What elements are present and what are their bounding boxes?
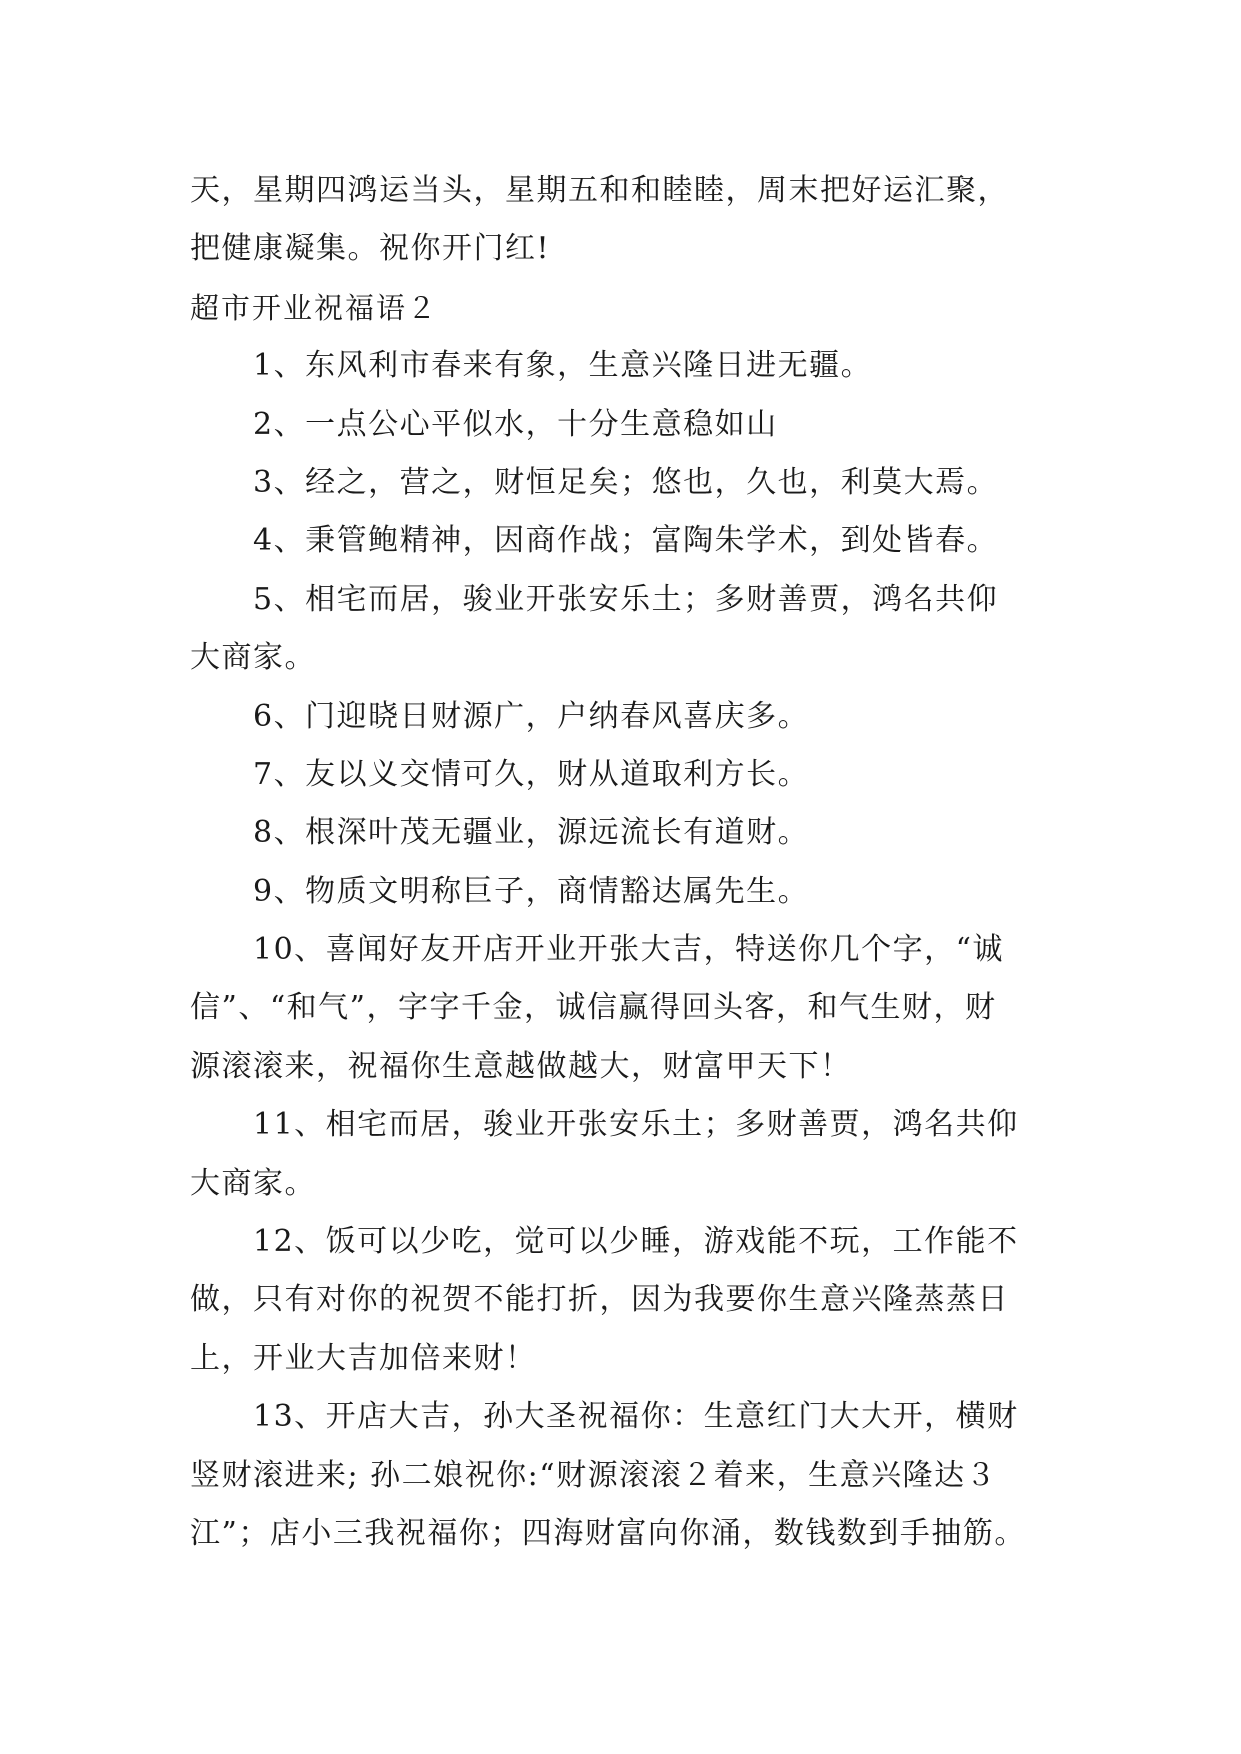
item-line: 5、相宅而居，骏业开张安乐土；多财善贾，鸿名共仰: [253, 581, 999, 617]
list-item: [190, 396, 1070, 454]
section-title: 超市开业祝福语２: [190, 290, 439, 325]
item-line: 大商家。: [190, 1165, 316, 1201]
list-item: [190, 512, 1070, 570]
list-item: [190, 804, 1070, 862]
item-line: 13、开店大吉，孙大圣祝福你：生意红门大大开，横财: [253, 1399, 1019, 1435]
item-line: 10、喜闻好友开店开业开张大吉，特送你几个字，“诚: [253, 932, 1005, 968]
item-line: 6、门迎晓日财源广，户纳春风喜庆多。: [253, 698, 810, 734]
list-item: [190, 921, 1070, 1096]
item-line: 2、一点公心平似水，十分生意稳如山: [253, 406, 778, 442]
item-line: 4、秉管鲍精神，因商作战；富陶朱学术，到处皆春。: [253, 523, 999, 559]
list-item: [190, 571, 1070, 688]
item-line: 竖财滚进来; 孙二娘祝你:“财源滚滚２着来，生意兴隆达３: [190, 1457, 998, 1493]
list-item: [190, 688, 1070, 746]
item-line: 做，只有对你的祝贺不能打折，因为我要你生意兴隆蒸蒸日: [190, 1282, 1009, 1318]
item-line: 11、相宅而居，骏业开张安乐土；多财善贾，鸿名共仰: [253, 1107, 1019, 1143]
item-line: 7、友以义交情可久，财从道取利方长。: [253, 756, 810, 792]
item-line: 9、物质文明称巨子，商情豁达属先生。: [253, 873, 810, 909]
intro-line: 把健康凝集。祝你开门红!: [190, 231, 551, 267]
item-line: 3、经之，营之，财恒足矣；悠也，久也，利莫大焉。: [253, 464, 999, 500]
item-line: 12、饭可以少吃，觉可以少睡，游戏能不玩，工作能不: [253, 1224, 1019, 1260]
item-line: 江”；店小三我祝福你；四海财富向你涌，数钱数到手抽筋。: [190, 1515, 1026, 1551]
list-item: [190, 1213, 1070, 1388]
item-line: 8、根深叶茂无疆业，源远流长有道财。: [253, 815, 810, 851]
item-line: 大商家。: [190, 640, 316, 676]
list-item: [190, 337, 1070, 395]
intro-line: 天，星期四鸿运当头，星期五和和睦睦，周末把好运汇聚，: [190, 173, 1009, 208]
document-body: [190, 162, 1070, 1563]
list-item: [190, 863, 1070, 921]
item-line: 1、东风利市春来有象，生意兴隆日进无疆。: [253, 348, 873, 384]
list-item: [190, 1096, 1070, 1213]
list-item: [190, 746, 1070, 804]
item-line: 上，开业大吉加倍来财！: [190, 1340, 537, 1376]
item-line: 源滚滚来，祝福你生意越做越大，财富甲天下！: [190, 1048, 852, 1084]
list-item: [190, 454, 1070, 512]
list-item: [190, 1388, 1070, 1563]
item-line: 信”、“和气”，字字千金，诚信赢得回头客，和气生财，财: [190, 990, 997, 1026]
